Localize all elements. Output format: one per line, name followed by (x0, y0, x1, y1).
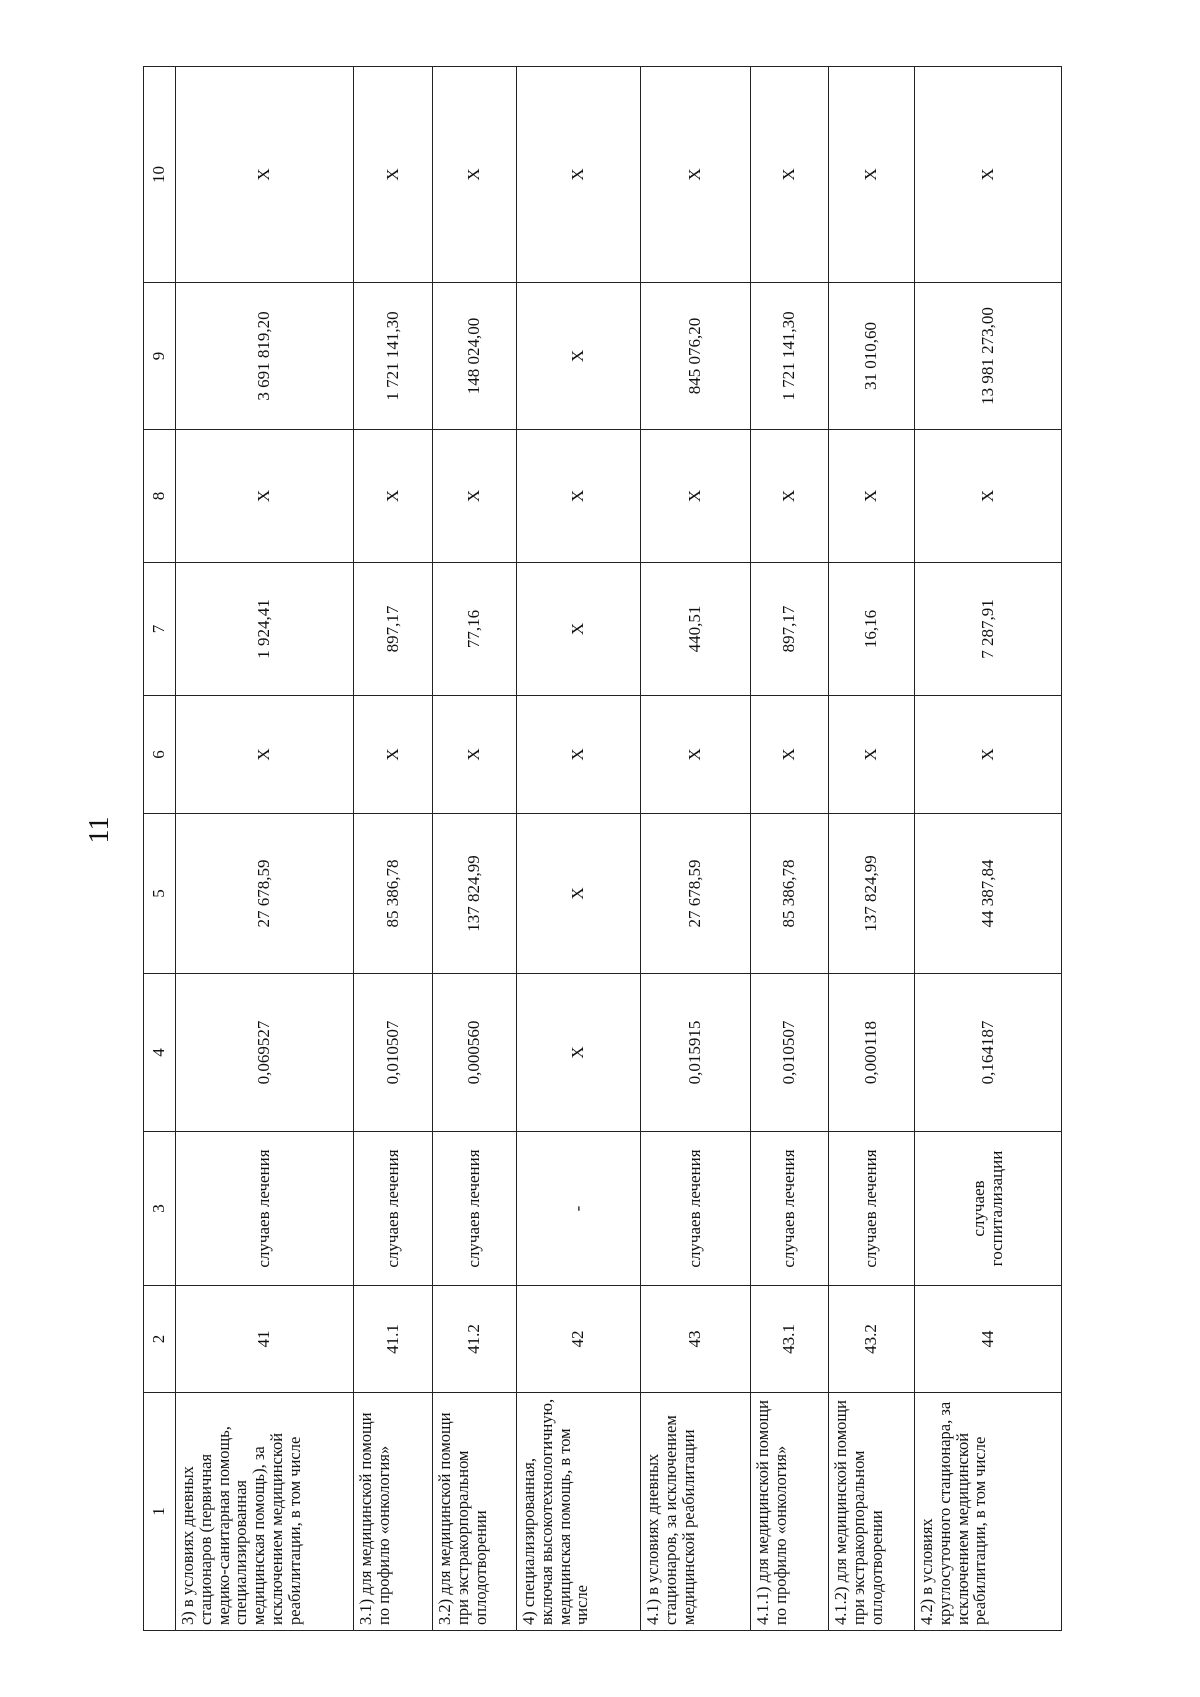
column-number-cell: 7 (144, 563, 176, 696)
table-cell: 845 076,20 (641, 283, 751, 430)
row-label-cell: 3.2) для медицинской помощи при экстракорпоральном оплодотворении (433, 1393, 517, 1631)
unit-cell: случаев лечения (641, 1132, 751, 1286)
table-cell: Х (829, 696, 915, 814)
table-cell: Х (829, 430, 915, 563)
row-code-cell: 41.1 (354, 1286, 433, 1393)
table-cell: Х (915, 67, 1062, 283)
table-cell: Х (751, 430, 829, 563)
table-cell: 1 721 141,30 (354, 283, 433, 430)
table-cell: Х (354, 696, 433, 814)
unit-cell: случаев лечения (751, 1132, 829, 1286)
table-row (433, 67, 517, 1631)
column-number-cell: 6 (144, 696, 176, 814)
unit-cell: случаев госпитализации (915, 1132, 1062, 1286)
table-cell: Х (433, 430, 517, 563)
table-cell: 1 924,41 (176, 563, 354, 696)
table-cell: Х (751, 696, 829, 814)
table-cell: 7 287,91 (915, 563, 1062, 696)
table-cell: Х (433, 696, 517, 814)
row-label-cell: 4) специализированная, включая высокотехнологичную, медицинская помощь, в том числе (517, 1393, 641, 1631)
cost-cell: 27 678,59 (641, 814, 751, 974)
table-cell: Х (641, 696, 751, 814)
column-number-cell: 5 (144, 814, 176, 974)
table-cell: 77,16 (433, 563, 517, 696)
table-cell: 13 981 273,00 (915, 283, 1062, 430)
table-cell: Х (915, 696, 1062, 814)
cost-cell: Х (517, 814, 641, 974)
tariff-table (143, 66, 1062, 1631)
column-number-row (144, 67, 176, 1631)
row-code-cell: 43.2 (829, 1286, 915, 1393)
row-code-cell: 42 (517, 1286, 641, 1393)
row-label-cell: 4.2) в условиях круглосуточного стационара, за исключением медицинской реабилитации, в том числе (915, 1393, 1062, 1631)
cost-cell: 137 824,99 (433, 814, 517, 974)
table-cell: Х (517, 563, 641, 696)
table-cell: Х (829, 67, 915, 283)
volume-cell: 0,000118 (829, 974, 915, 1132)
volume-cell: 0,069527 (176, 974, 354, 1132)
column-number-cell: 3 (144, 1132, 176, 1286)
table-row (641, 67, 751, 1631)
row-code-cell: 43.1 (751, 1286, 829, 1393)
table-cell: Х (517, 283, 641, 430)
table-cell: 16,16 (829, 563, 915, 696)
row-code-cell: 44 (915, 1286, 1062, 1393)
table-row (176, 67, 354, 1631)
table-cell: 31 010,60 (829, 283, 915, 430)
row-code-cell: 41 (176, 1286, 354, 1393)
volume-cell: 0,010507 (751, 974, 829, 1132)
page-number: 11 (84, 816, 115, 844)
table-cell: Х (517, 696, 641, 814)
volume-cell: 0,164187 (915, 974, 1062, 1132)
cost-cell: 85 386,78 (751, 814, 829, 974)
table-row (354, 67, 433, 1631)
cost-cell: 137 824,99 (829, 814, 915, 974)
row-code-cell: 43 (641, 1286, 751, 1393)
volume-cell: 0,015915 (641, 974, 751, 1132)
cost-cell: 85 386,78 (354, 814, 433, 974)
table-cell: Х (751, 67, 829, 283)
column-number-cell: 2 (144, 1286, 176, 1393)
row-label-cell: 4.1.2) для медицинской помощи при экстракорпоральном оплодотворении (829, 1393, 915, 1631)
unit-cell: случаев лечения (354, 1132, 433, 1286)
rotated-table-frame (143, 67, 1061, 1631)
column-number-cell: 10 (144, 67, 176, 283)
column-number-cell: 9 (144, 283, 176, 430)
table-row (829, 67, 915, 1631)
table-cell: Х (517, 430, 641, 563)
unit-cell: - (517, 1132, 641, 1286)
unit-cell: случаев лечения (829, 1132, 915, 1286)
table-cell: 148 024,00 (433, 283, 517, 430)
table-cell: 897,17 (354, 563, 433, 696)
volume-cell: Х (517, 974, 641, 1132)
column-number-cell: 8 (144, 430, 176, 563)
table-cell: Х (433, 67, 517, 283)
table-cell: 440,51 (641, 563, 751, 696)
table-row (517, 67, 641, 1631)
table-cell: Х (354, 67, 433, 283)
table-row (751, 67, 829, 1631)
unit-cell: случаев лечения (176, 1132, 354, 1286)
table-cell: Х (354, 430, 433, 563)
table-cell: 897,17 (751, 563, 829, 696)
table-cell: Х (176, 696, 354, 814)
volume-cell: 0,010507 (354, 974, 433, 1132)
column-number-cell: 1 (144, 1393, 176, 1631)
table-cell: Х (641, 67, 751, 283)
cost-cell: 27 678,59 (176, 814, 354, 974)
table-cell: 3 691 819,20 (176, 283, 354, 430)
row-label-cell: 3) в условиях дневных стационаров (первичная медико-санитарная помощь, специализированная медицинская помощь), за исключением медицинской реабилитации, в том числе (176, 1393, 354, 1631)
table-rotator (143, 67, 1061, 1631)
table-cell: Х (176, 430, 354, 563)
row-label-cell: 4.1) в условиях дневных стационаров, за исключением медицинской реабилитации (641, 1393, 751, 1631)
table-cell: Х (915, 430, 1062, 563)
table-cell: Х (641, 430, 751, 563)
unit-cell: случаев лечения (433, 1132, 517, 1286)
volume-cell: 0,000560 (433, 974, 517, 1132)
table-row (915, 67, 1062, 1631)
table-cell: 1 721 141,30 (751, 283, 829, 430)
table-cell: Х (517, 67, 641, 283)
column-number-cell: 4 (144, 974, 176, 1132)
cost-cell: 44 387,84 (915, 814, 1062, 974)
table-cell: Х (176, 67, 354, 283)
row-label-cell: 4.1.1) для медицинской помощи по профилю «онкология» (751, 1393, 829, 1631)
row-label-cell: 3.1) для медицинской помощи по профилю «онкология» (354, 1393, 433, 1631)
row-code-cell: 41.2 (433, 1286, 517, 1393)
